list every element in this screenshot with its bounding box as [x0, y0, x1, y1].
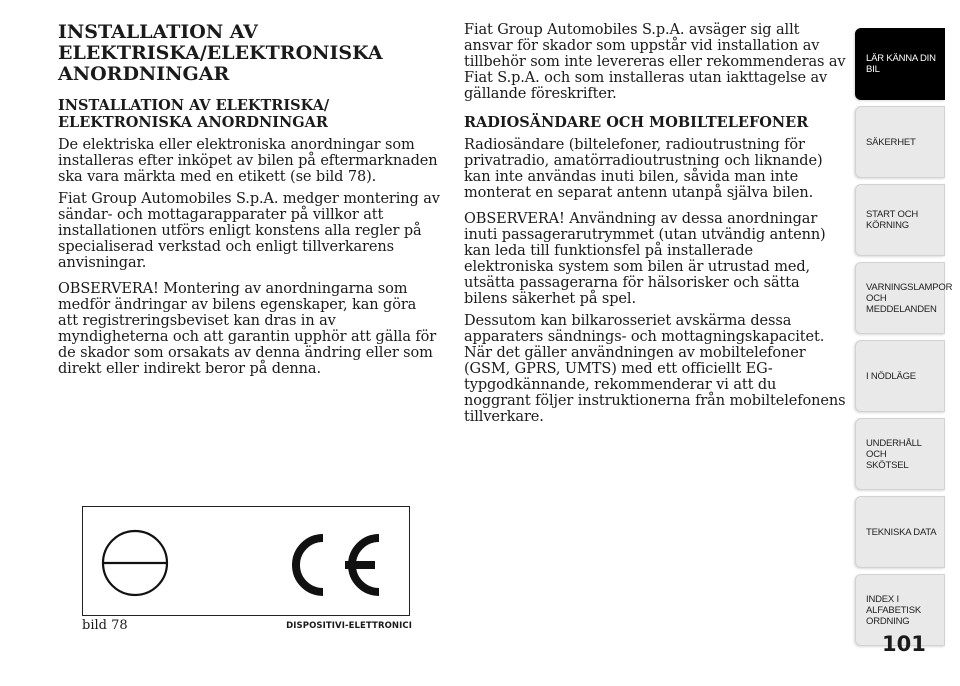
ce-mark-icon [296, 538, 379, 592]
tab-sakerhet[interactable] [855, 106, 945, 178]
figure-label: bild 78 [82, 618, 128, 633]
chapter-tabs [855, 28, 953, 652]
section-heading-installation [58, 97, 440, 131]
tab-tekniska-data[interactable] [855, 496, 945, 568]
tab-label-line: UNDERHÅLL OCH [866, 437, 922, 460]
tab-label-line: BIL [866, 64, 880, 75]
tab-label-line: SÄKERHET [866, 136, 916, 148]
tab-underhall-och-skotsel[interactable] [855, 418, 945, 490]
tab-label-line: VARNINGSLAMPOR [866, 281, 953, 293]
tab-label-line: ALFABETISK [866, 604, 922, 616]
tab-varningslampor[interactable] [855, 262, 953, 334]
section-heading-line-1: INSTALLATION AV ELEKTRISKA/ [58, 97, 330, 114]
tab-lar-kanna-din-bil[interactable] [855, 28, 945, 100]
tab-label-line: TEKNISKA DATA [866, 526, 937, 538]
tab-label-line: KÖRNING [866, 220, 909, 231]
left-column [58, 22, 440, 383]
tab-label-line: I NÖDLÄGE [866, 370, 916, 382]
paragraph-warning-registration: OBSERVERA! Montering av anordningarna som medför ändringar av bilens egenskaper, kan göra att registreringsbeviset kan dras in av myndigheterna och att garantin upphör att gälla för de skador som orsakats av denna ändring eller som direkt eller indirekt beror på denna. [58, 281, 437, 377]
figure-78 [82, 506, 410, 616]
tab-label-line: SKÖTSEL [866, 459, 909, 471]
paragraph-mounting: Fiat Group Automobiles S.p.A. medger montering av sändar- och mottagarapparater på villkor att installationen utförs enligt konstens alla regler på specialiserad verkstad och enligt tillverkarens anvisningar. [58, 191, 440, 271]
tab-label-line: ORDNING [866, 615, 910, 627]
figure-code: DISPOSITIVI-ELETTRONICI [286, 621, 412, 631]
tab-label-line: LÄR KÄNNA DIN [866, 53, 936, 64]
page-number: 101 [882, 632, 926, 656]
tab-label-line: START OCH [866, 209, 919, 220]
section-heading-line-2: ELEKTRONISKA ANORDNINGAR [58, 114, 328, 131]
section-heading-radio: RADIOSÄNDARE OCH MOBILTELEFONER [464, 114, 809, 131]
page-title: INSTALLATION AV ELEKTRISKA/ELEKTRONISKA ANORDNINGAR [58, 21, 383, 85]
paragraph-warning-passenger: OBSERVERA! Användning av dessa anordningar inuti passagerarutrymmet (utan utvändig antenn) kan leda till funktionsfel på installerade elektroniska system som bilen är utrustad med, utsätta passagerarna för hälsorisker och sätta bilens säkerhet på spel. [464, 211, 826, 307]
tab-label-line: MEDDELANDEN [866, 303, 937, 315]
right-column [464, 22, 846, 431]
tab-i-nodlage[interactable] [855, 340, 945, 412]
tab-start-och-korning[interactable] [855, 184, 945, 256]
paragraph-labeling: De elektriska eller elektroniska anordningar som installeras efter inköpet av bilen på eftermarknaden ska vara märkta med en etikett (se bild 78). [58, 137, 438, 185]
tab-label-line: INDEX I [866, 593, 899, 605]
e-mark-icon [103, 531, 167, 595]
paragraph-mobile-phones: Dessutom kan bilkarosseriet avskärma dessa apparaters sändnings- och mottagningskapacitet. När det gäller användningen av mobiltelefoner (GSM, GPRS, UMTS) med ett officiellt EG-typgodkännande, rekommenderar vi att du noggrant följer instruktionerna från mobiltelefonens tillverkare. [464, 313, 846, 425]
paragraph-disclaimer: Fiat Group Automobiles S.p.A. avsäger sig allt ansvar för skador som uppstår vid installation av tillbehör som inte levereras eller rekommenderas av Fiat S.p.A. och som installeras utan iakttagelse av gällande föreskrifter. [464, 22, 846, 102]
figure-marks [83, 507, 409, 615]
figure-caption [82, 618, 412, 634]
paragraph-radio-transmitters: Radiosändare (biltelefoner, radioutrustning för privatradio, amatörradioutrustning och liknande) kan inte användas inuti bilen, såvida man inte monterat en separat antenn utanpå själva bilen. [464, 137, 823, 201]
tab-label-line: OCH [866, 292, 887, 304]
